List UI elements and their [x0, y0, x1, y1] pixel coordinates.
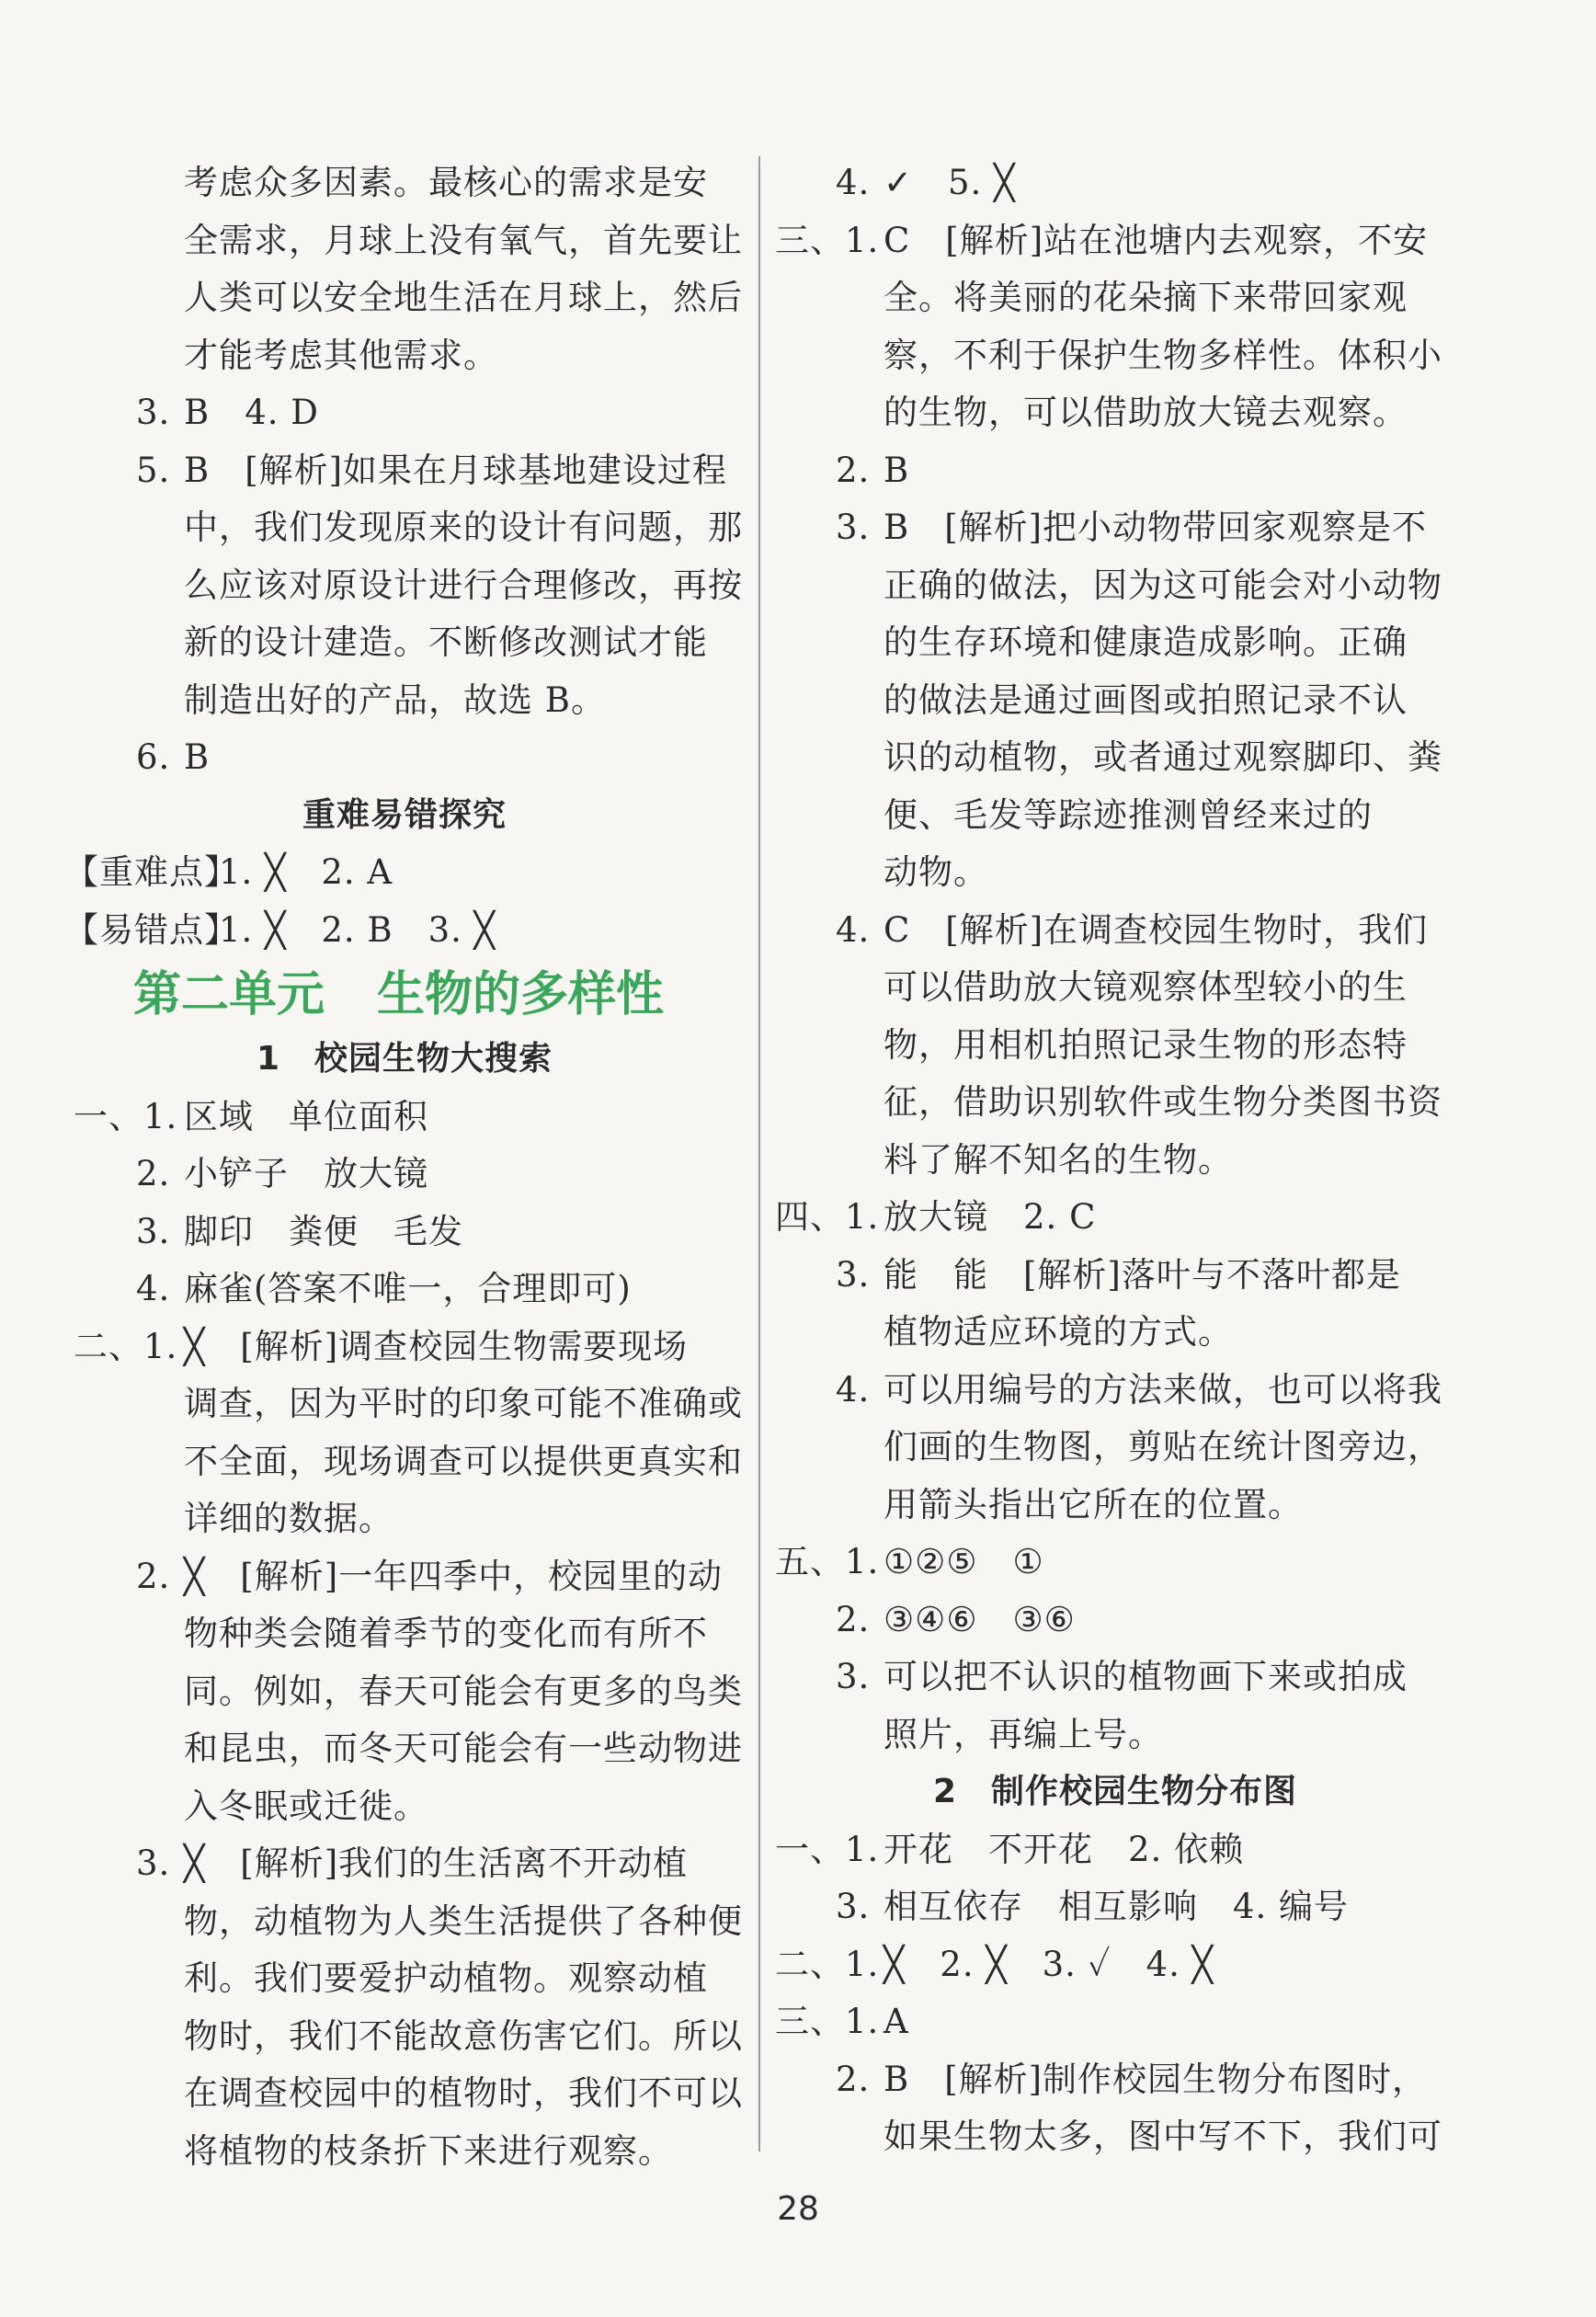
text-line: 照片，再编上号。: [884, 1714, 1163, 1754]
answer-line: 2. ③④⑥ ③⑥: [836, 1599, 1076, 1639]
text-line: 详细的数据。: [184, 1499, 393, 1538]
text-line: 人类可以安全地生活在月球上，然后: [184, 278, 743, 317]
answer-line: 4. 麻雀(答案不唯一，合理即可): [136, 1269, 632, 1308]
answer-line: 3. 相互依存 相互影响 4. 编号: [836, 1887, 1350, 1926]
text-line: 的生存环境和健康造成影响。正确: [884, 622, 1408, 662]
text-line: 征，借助识别软件或生物分类图书资: [884, 1082, 1442, 1122]
text-line: 制造出好的产品，故选 B。: [184, 679, 606, 720]
text-line: 物，动植物为人类生活提供了各种便: [184, 1900, 743, 1941]
answer-line: 四、1. 放大镜 2. C: [775, 1197, 1097, 1237]
text-line: 植物适应环境的方式。: [884, 1312, 1233, 1352]
text-line: 不全面，现场调查可以提供更真实和: [184, 1441, 743, 1481]
text-line: 物种类会随着季节的变化而有所不: [184, 1614, 708, 1653]
text-line: 新的设计建造。不断修改测试才能: [184, 622, 708, 662]
text-line: 么应该对原设计进行合理修改，再按: [184, 565, 743, 605]
lesson-title: 2 制作校园生物分布图: [932, 1773, 1298, 1810]
answer-line: 2. ╳ [解析]一年四季中，校园里的动: [136, 1556, 724, 1596]
answer-line: 二、1. ╳ 2. ╳ 3. ✓ 4. ╳: [775, 1944, 1214, 1984]
text-line: 入冬眠或迁徙。: [184, 1786, 428, 1826]
text-line: 中，我们发现原来的设计有问题，那: [184, 508, 743, 547]
answer-line: 2. B: [836, 450, 910, 490]
text-line: 物时，我们不能故意伤害它们。所以: [184, 2015, 743, 2056]
answer-line: 3. B 4. D: [136, 393, 319, 432]
text-line: 便、毛发等踪迹推测曾经来过的: [884, 794, 1373, 835]
text-line: 正确的做法，因为这可能会对小动物: [884, 565, 1442, 605]
text-line: 识的动植物，或者通过观察脚印、粪: [884, 737, 1442, 777]
answer-line: 6. B: [136, 737, 211, 777]
section-heading: 重难易错探究: [302, 795, 507, 834]
answer-line: 3. 可以把不认识的植物画下来或拍成: [836, 1657, 1408, 1696]
text-line: 物，用相机拍照记录生物的形态特: [884, 1024, 1408, 1065]
column-divider: [758, 156, 760, 2152]
text-line: 考虑众多因素。最核心的需求是安: [184, 163, 708, 202]
right-column: [775, 154, 1455, 2166]
zhongnan-line: 【重难点】 1. ╳ 2. A: [64, 852, 393, 892]
lesson-title: 1 校园生物大搜索: [256, 1040, 553, 1078]
text-line: 才能考虑其他需求。: [184, 335, 498, 375]
answer-line: 五、1. ①②⑤ ①: [775, 1542, 1044, 1581]
answer-line: 5. B [解析]如果在月球基地建设过程: [136, 450, 728, 490]
text-line: 同。例如，春天可能会有更多的鸟类: [184, 1671, 743, 1711]
unit-title: 第二单元 生物的多样性: [133, 967, 665, 1022]
answer-line: 4. C [解析]在调查校园生物时，我们: [836, 909, 1429, 950]
text-line: 动物。: [884, 852, 988, 892]
text-line: 将植物的枝条折下来进行观察。: [184, 2130, 673, 2171]
answer-line: 2. B [解析]制作校园生物分布图时，: [836, 2059, 1428, 2099]
answer-line: 2. 小铲子 放大镜: [136, 1154, 428, 1193]
text-line: 和昆虫，而冬天可能会有一些动物进: [184, 1729, 743, 1768]
page-number: 28: [777, 2190, 819, 2228]
text-line: 察，不利于保护生物多样性。体积小: [884, 335, 1442, 375]
answer-line: 二、1. ╳ [解析]调查校园生物需要现场: [74, 1326, 689, 1366]
text-line: 的生物，可以借助放大镜去观察。: [884, 393, 1408, 432]
text-line: 全。将美丽的花朵摘下来带回家观: [884, 278, 1408, 317]
answer-line: 4. 可以用编号的方法来做，也可以将我: [836, 1369, 1442, 1410]
text-line: 的做法是通过画图或拍照记录不认: [884, 679, 1408, 720]
answer-line: 4. ✓ 5. ╳: [836, 163, 1016, 202]
left-column: [64, 154, 745, 2180]
answer-line: 一、1. 区域 单位面积: [74, 1096, 428, 1136]
yicuo-line: 【易错点】 1. ╳ 2. B 3. ╳: [64, 909, 496, 950]
answer-line: 三、1. A: [775, 2002, 909, 2041]
answer-line: 3. 能 能 [解析]落叶与不落叶都是: [836, 1254, 1401, 1295]
text-line: 料了解不知名的生物。: [884, 1139, 1233, 1180]
text-line: 们画的生物图，剪贴在统计图旁边，: [884, 1427, 1442, 1467]
answer-line: 一、1. 开花 不开花 2. 依赖: [775, 1829, 1245, 1869]
answer-line: 三、1. C [解析]站在池塘内去观察，不安: [775, 220, 1429, 260]
answer-line: 3. ╳ [解析]我们的生活离不开动植: [136, 1843, 689, 1883]
answer-line: 3. 脚印 粪便 毛发: [136, 1211, 463, 1251]
text-line: 在调查校园中的植物时，我们不可以: [184, 2073, 743, 2113]
text-line: 利。我们要爱护动植物。观察动植: [184, 1958, 708, 1998]
text-line: 调查，因为平时的印象可能不准确或: [184, 1384, 743, 1423]
text-line: 可以借助放大镜观察体型较小的生: [884, 967, 1408, 1007]
text-line: 用箭头指出它所在的位置。: [884, 1484, 1303, 1524]
answer-line: 3. B [解析]把小动物带回家观察是不: [836, 508, 1428, 547]
text-line: 全需求，月球上没有氧气，首先要让: [184, 220, 743, 260]
text-line: 如果生物太多，图中写不下，我们可: [884, 2117, 1442, 2156]
